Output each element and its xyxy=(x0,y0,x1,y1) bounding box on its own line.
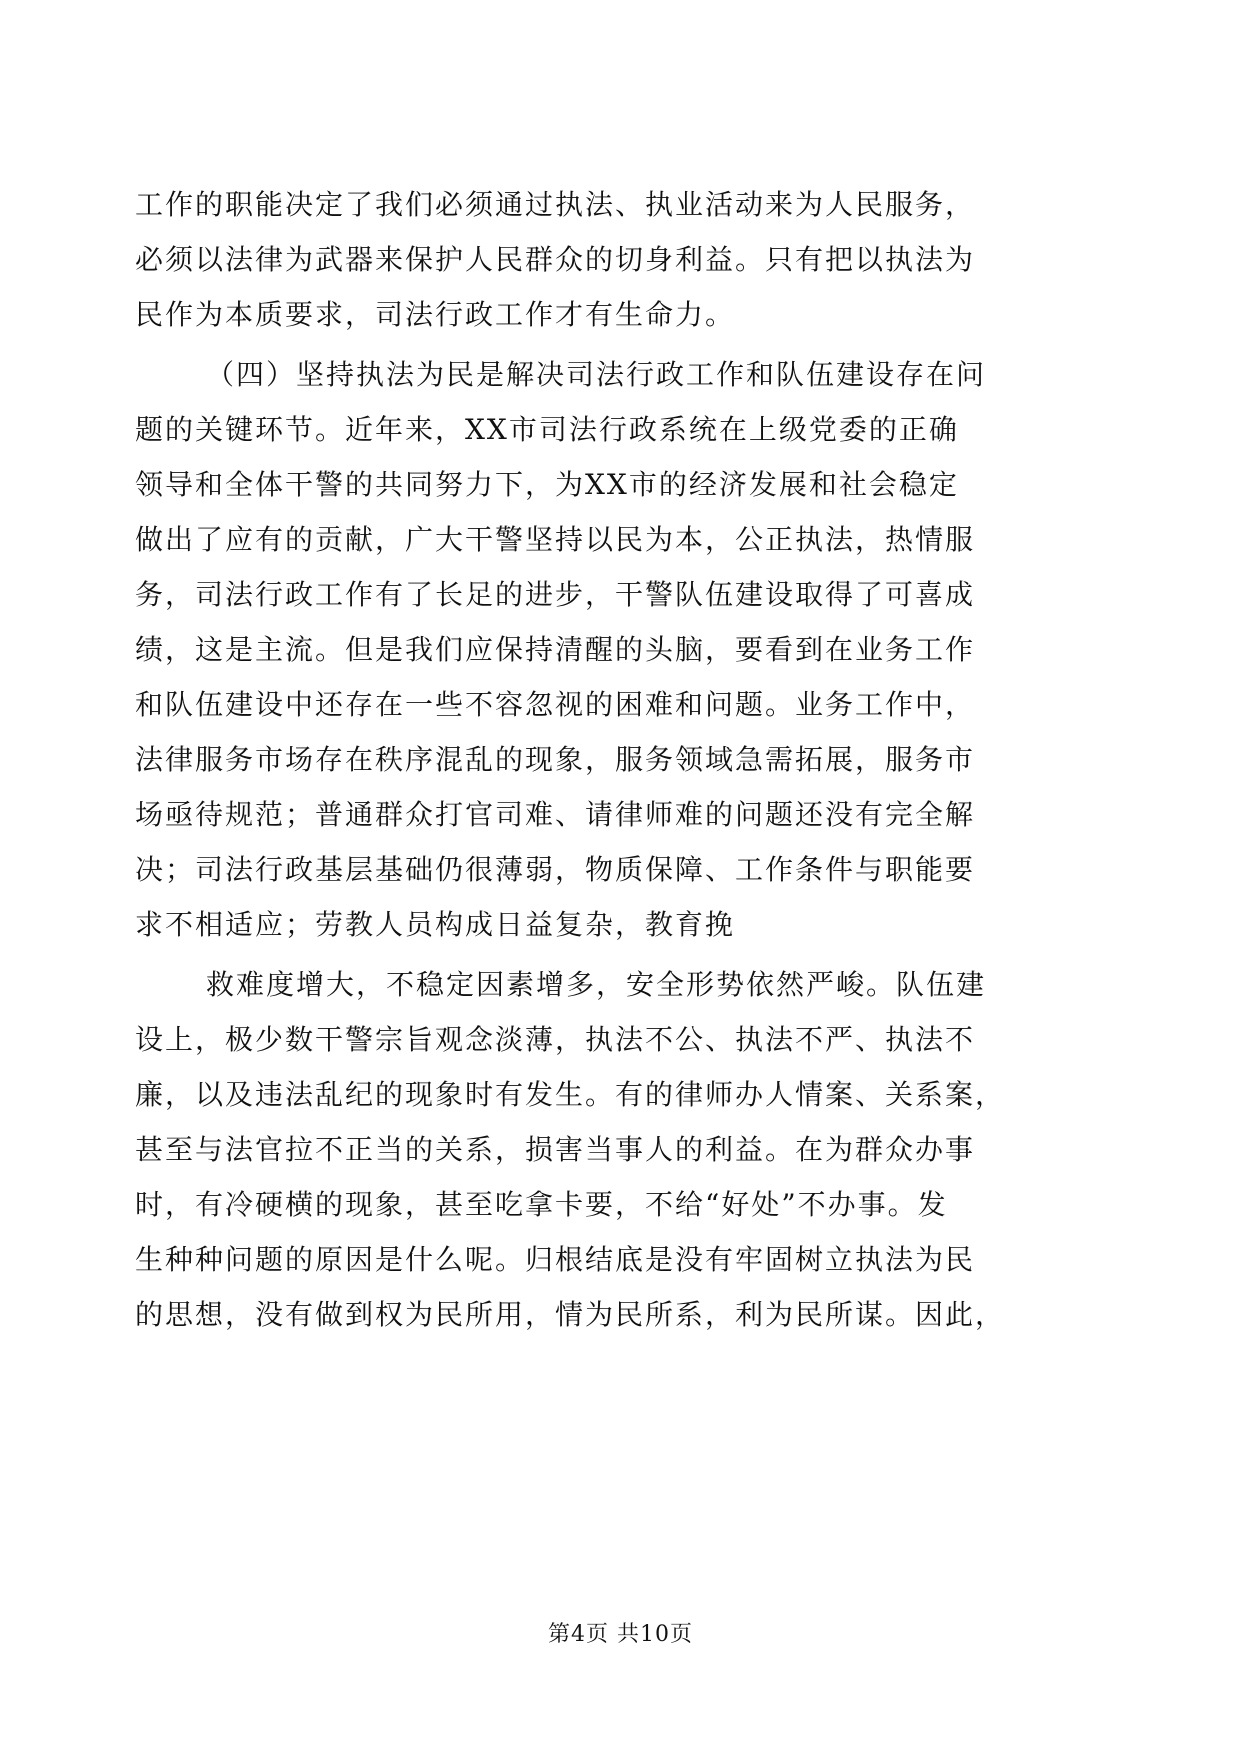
text-line: 场亟待规范；普通群众打官司难、请律师难的问题还没有完全解 xyxy=(135,798,976,831)
text-line: 做出了应有的贡献，广大干警坚持以民为本，公正执法，热情服 xyxy=(135,523,976,556)
text-line: 甚至与法官拉不正当的关系，损害当事人的利益。在为群众办事 xyxy=(135,1133,976,1166)
text-line: 工作的职能决定了我们必须通过执法、执业活动来为人民服务， xyxy=(135,188,976,221)
text-line: 绩，这是主流。但是我们应保持清醒的头脑，要看到在业务工作 xyxy=(135,633,976,666)
text-line: 务，司法行政工作有了长足的进步，干警队伍建设取得了可喜成 xyxy=(135,578,976,611)
text-line: 廉，以及违法乱纪的现象时有发生。有的律师办人情案、关系案， xyxy=(135,1078,1006,1111)
text-line: 题的关键环节。近年来，XX市司法行政系统在上级党委的正确 xyxy=(135,413,959,446)
text-line: 的思想，没有做到权为民所用，情为民所系，利为民所谋。因此， xyxy=(135,1298,1006,1331)
text-line: 必须以法律为武器来保护人民群众的切身利益。只有把以执法为 xyxy=(135,243,976,276)
text-line: 生种种问题的原因是什么呢。归根结底是没有牢固树立执法为民 xyxy=(135,1243,976,1276)
text-line: 领导和全体干警的共同努力下，为XX市的经济发展和社会稳定 xyxy=(135,468,959,501)
text-line: 和队伍建设中还存在一些不容忽视的困难和问题。业务工作中， xyxy=(135,688,976,721)
text-line: 求不相适应；劳教人员构成日益复杂，教育挽 xyxy=(135,908,736,941)
text-line: 民作为本质要求，司法行政工作才有生命力。 xyxy=(135,298,736,331)
text-line: （四）坚持执法为民是解决司法行政工作和队伍建设存在问 xyxy=(206,358,987,391)
text-line: 法律服务市场存在秩序混乱的现象，服务领域急需拓展，服务市 xyxy=(135,743,976,776)
text-line: 设上，极少数干警宗旨观念淡薄，执法不公、执法不严、执法不 xyxy=(135,1023,976,1056)
text-line: 决；司法行政基层基础仍很薄弱，物质保障、工作条件与职能要 xyxy=(135,853,976,886)
text-line: 救难度增大，不稳定因素增多，安全形势依然严峻。队伍建 xyxy=(206,968,987,1001)
page-number-footer: 第4页 共10页 xyxy=(548,1622,693,1647)
text-line: 时，有冷硬横的现象，甚至吃拿卡要，不给“好处”不办事。发 xyxy=(135,1188,948,1221)
